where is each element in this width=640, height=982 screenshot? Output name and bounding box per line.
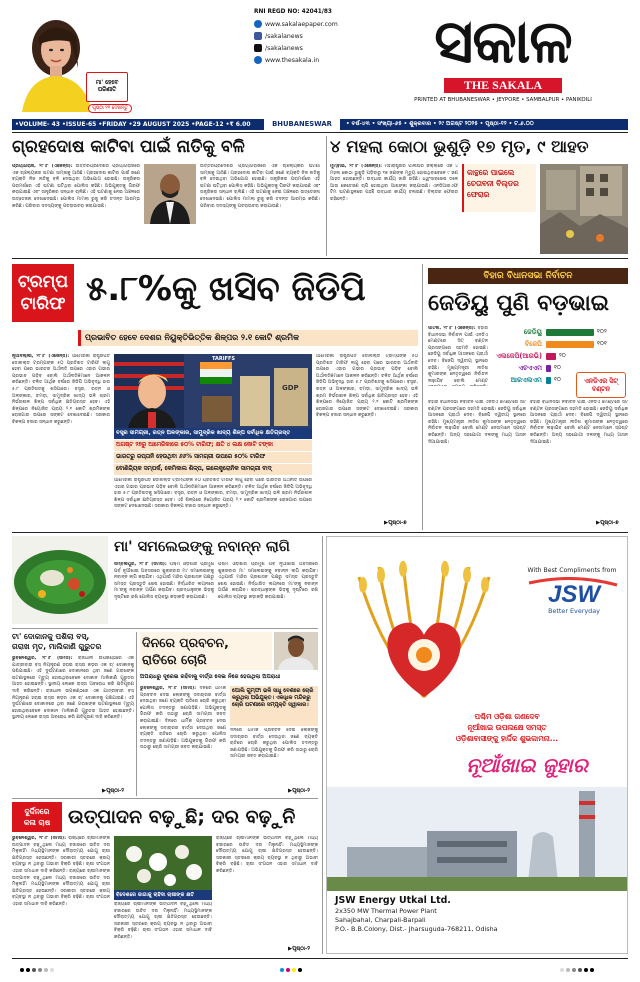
seat-chart-label: ଏନଡିଏର ସିଟ୍ ବଣ୍ଟନ [576,372,626,398]
date-bar-city: BHUBANESWAR [264,119,340,130]
body-gdp-lower: ଆମେରିକା ରାଷ୍ଟ୍ରପତି ଡୋନାଲ୍ଡ ଟ୍ରମ୍ପଙ୍କ ୫୦ ପ୍ରତିଶତ ଟାରିଫ ଲାଗୁ ହେବା ପରେ ଭାରତର ଅର୍ଥନୀତି ଉପରେ ଏହାର ଗଭୀର ପ୍ରଭାବ ପଡ଼ିବ ବୋଲି ଅର୍ଥନୀତିଜ୍ଞମାନେ ଆକଳନ କରିଛନ୍ତି। ଚଳିତ ଆର୍ଥିକ ବର୍ଷରେ ଜିଡିପି ଅଭିବୃଦ୍ଧି ହାର ୫.୮ ପ୍ରତିଶତକୁ ଖସିପାରେ। ବସ୍ତ୍ର, ରତ୍ନ ଓ ଅଳଙ୍କାର, ଚମଡ଼ା, ସାମୁଦ୍ରିକ ଖାଦ୍ୟ ଭଳି ଶ୍ରମ ନିର୍ଭରଶୀଳ ଶିଳ୍ପ ସର୍ବାଧିକ କ୍ଷତିଗ୍ରସ୍ତ ହେବ। ଏହି ଶିଳ୍ପରେ ନିୟୋଜିତ ପ୍ରାୟ ୨.୧ କୋଟି ଶ୍ରମିକଙ୍କ ରୋଜଗାର ଉପରେ ସଙ୍କଟ ଦେଖାଦେଇଛି। ସରକାର ବିକଳ୍ପ ବଜାର ସନ୍ଧାନ କରୁଛନ୍ତି। [114,478,312,510]
bihar-continued[interactable]: ▶ପୃଷ୍ଠା-୭ [596,520,619,526]
photo-utpadan-crop [114,836,212,890]
prabachan-strap: ଅପରାଧରୁ ଦୂରେଇ ରହିବାକୁ ବାର୍ତ୍ତା ଦେଇ ନିଜେ ହେଉଥିଲା ଅପରାଧୀ [140,672,318,682]
print-color-bar-mid [280,968,302,972]
seat-value: ୧୦ [554,364,561,371]
date-bar-english: •VOLUME- 43 •ISSUE-65 •FRIDAY •29 AUGUST 2025 •PAGE-12 •₹ 6.00 [15,121,251,128]
globe-icon [254,56,262,64]
gdp-side-label: ଟ୍ରମ୍ପ ଟାରିଫ [12,264,74,322]
promo-caption-box[interactable] [86,72,128,102]
headline-bihar: ଜେଡିୟୁ ପୁଣି ବଡ଼ଭାଇ [428,291,610,316]
gdp-caption-top: ବସ୍ତ୍ର ସାମଗ୍ରୀ, ରତ୍ନ ଅଳଙ୍କାର, ସାମୁଦ୍ରିକ ଖାଦ୍ୟ ଶିଳ୍ପ ସର୍ବାଧିକ କ୍ଷତିଗ୍ରସ୍ତ [114,428,312,439]
body-graha-col1: ପ୍ରୟାଗରାଜ, ୨୮।୮ (ଏଜେନ୍ସି): ଉତ୍ତରପ୍ରଦେଶର ପ୍ରୟାଗରାଜରେ ଏକ ଚାଞ୍ଚଲ୍ୟକର ଘଟଣା ସାମ୍ନାକୁ ଆସିଛି। ଗ୍ରହଦୋଷ କାଟିବା ପାଇଁ ଜଣେ ବ୍ୟକ୍ତି ନିଜ ନାତିକୁ ବଳି ଦେଇଥିବା ଅଭିଯୋଗ ହୋଇଛି। ତାନ୍ତ୍ରିକର ପରାମର୍ଶରେ ଏହି ଘଟଣା ଘଟିଥିବା ପୋଲିସ କହିଛି। ଅଭିଯୁକ୍ତକୁ ଗିରଫ କରାଯାଇଛି ଏବଂ ତାନ୍ତ୍ରିକର ସନ୍ଧାନ ଚାଲିଛି। ଏହି ଘଟଣାକୁ ନେଇ ଅଞ୍ଚଳରେ ଉତ୍ତେଜନା ଦେଖାଦେଇଛି। ପୋଲିସ ମାମଲା ରୁଜୁ କରି ତଦନ୍ତ ଆରମ୍ଭ କରିଛି। ପରିବାର ସଦସ୍ୟଙ୍କୁ ପଚରାଉଚରା କରାଯାଉଛି। [12,164,140,209]
story-bus[interactable] [12,632,134,796]
bihar-banner: ବିହାର ବିଧାନସଭା ନିର୍ବାଚନ [428,268,628,284]
story-graha[interactable] [12,136,322,256]
body-bus: ଭୁବନେଶ୍ୱର, ୨୮।୮ (ସମିସ): ରାଜଧାନୀ ଉପକଣ୍ଠରେ ଏକ ଯାତ୍ରୀବାହୀ ବସ୍ ନିୟନ୍ତ୍ରଣ ହରାଇ ରାସ୍ତା କଡ଼ର ଏକ ଚା' ଦୋକାନକୁ ପଶିଯାଇଛି। ଏହି ଦୁର୍ଘଟଣାରେ ଦୋକାନରେ ଥିବା ଜଣେ ଗରାଖଙ୍କ ଘଟଣାସ୍ଥଳରେ ମୃତ୍ୟୁ ହୋଇଥିବାବେଳେ ଦୋକାନ ମାଲିକାଣି ଗୁରୁତର ଆହତ ହୋଇଛନ୍ତି। ସ୍ଥାନୀୟ ଲୋକେ ରାସ୍ତା ଅବରୋଧ କରି କ୍ଷତିପୂରଣ ଦାବି କରିଛନ୍ତି। ରାଜଧାନୀ ଉପକଣ୍ଠରେ ଏକ ଯାତ୍ରୀବାହୀ ବସ୍ ନିୟନ୍ତ୍ରଣ ହରାଇ ରାସ୍ତା କଡ଼ର ଏକ ଚା' ଦୋକାନକୁ ପଶିଯାଇଛି। ଏହି ଦୁର୍ଘଟଣାରେ ଦୋକାନରେ ଥିବା ଜଣେ ଗରାଖଙ୍କ ଘଟଣାସ୍ଥଳରେ ମୃତ୍ୟୁ ହୋଇଥିବାବେଳେ ଦୋକାନ ମାଲିକାଣି ଗୁରୁତର ଆହତ ହୋଇଛନ୍ତି। ସ୍ଥାନୀୟ ଲୋକେ ରାସ୍ତା ଅବରୋଧ କରି କ୍ଷତିପୂରଣ ଦାବି କରିଛନ୍ତି। [12,656,134,721]
story-nabanna[interactable] [12,536,318,626]
headline-gdp: ୫.୮%କୁ ଖସିବ ଜିଡିପି [86,269,366,309]
body-gdp-left: ନୂଆଦିଲ୍ଲୀ, ୨୮।୮ (ଏଜେନ୍ସି): ଆମେରିକା ରାଷ୍ଟ୍ରପତି ଡୋନାଲ୍ଡ ଟ୍ରମ୍ପଙ୍କ ୫୦ ପ୍ରତିଶତ ଟାରିଫ ଲାଗୁ ହେବା ପରେ ଭାରତର ଅର୍ଥନୀତି ଉପରେ ଏହାର ଗଭୀର ପ୍ରଭାବ ପଡ଼ିବ ବୋଲି ଅର୍ଥନୀତିଜ୍ଞମାନେ ଆକଳନ କରିଛନ୍ତି। ଚଳିତ ଆର୍ଥିକ ବର୍ଷରେ ଜିଡିପି ଅଭିବୃଦ୍ଧି ହାର ୫.୮ ପ୍ରତିଶତକୁ ଖସିପାରେ। ବସ୍ତ୍ର, ରତ୍ନ ଓ ଅଳଙ୍କାର, ଚମଡ଼ା, ସାମୁଦ୍ରିକ ଖାଦ୍ୟ ଭଳି ଶ୍ରମ ନିର୍ଭରଶୀଳ ଶିଳ୍ପ ସର୍ବାଧିକ କ୍ଷତିଗ୍ରସ୍ତ ହେବ। ଏହି ଶିଳ୍ପରେ ନିୟୋଜିତ ପ୍ରାୟ ୨.୧ କୋଟି ଶ୍ରମିକଙ୍କ ରୋଜଗାର ଉପରେ ସଙ୍କଟ ଦେଖାଦେଇଛି। ସରକାର ବିକଳ୍ପ ବଜାର ସନ୍ଧାନ କରୁଛନ୍ତି। [12,354,110,425]
seat-value: ୨୦ [559,352,566,359]
seat-row [488,326,628,338]
date-bar-odia: • ବର୍ଷ-୪୩ • ସଂଖ୍ୟା-୬୫ • ଶୁକ୍ରବାର • ୨୯ ଅଗଷ୍ଟ ୨୦୨୫ • ପୃଷ୍ଠା-୧୨ • ଟ.୬.୦୦ [346,121,534,127]
building-rubble-illustration [540,164,628,254]
x-icon [254,44,262,52]
body-utpadan-col3: ରାଜ୍ୟରେ ଚାଷୀମାନଙ୍କ ଉତ୍ପାଦନ ବଢ଼ୁଥିଲେ ମଧ୍ୟ ବଜାରରେ ଉଚିତ ଦର ମିଳୁନାହିଁ। ମଧ୍ୟସ୍ଥିମାନଙ୍କ ଦୌରାତ୍ମ୍ୟ ଯୋଗୁ ଚାଷୀ କ୍ଷତିଗ୍ରସ୍ତ ହେଉଛନ୍ତି। ସରକାରୀ ସ୍ତରରେ କ୍ରୟ ବ୍ୟବସ୍ଥା ନ ଥିବାରୁ ଅଭାବୀ ବିକ୍ରି ବଢ଼ିଛି। ଚାଷୀ ସଂଗଠନ ଏହାର ସମାଧାନ ଦାବି କରିଛନ୍ତି। [216,836,318,874]
man-mugshot-illustration [274,632,318,670]
paddy-heart-illustration [339,557,509,707]
seat-bar [546,353,556,360]
gdp-caption-mid: ଅଗଷ୍ଟ ୨୭ରୁ ଆମେରିକାରେ ୫୦% ଟାରିଫ; କ୍ଷତି ୪ ଲକ୍ଷ କୋଟି ଟଙ୍କା [114,440,312,451]
leaf-offering-illustration [12,536,108,624]
photo-nabanna-offering [12,536,108,624]
seat-bar [546,341,594,348]
gdp-caption-row2: ଭାରତରୁ ରପ୍ତାନି ହେଉଥିବା ୬୬% ସାମଗ୍ରୀ ଉପରେ ୫୦% ଟାରିଫ [114,452,312,463]
story-kotha[interactable] [330,136,628,256]
utpadan-tag: ଦୁର୍ଦ୍ଦିନରେ କଳା ଚାଷ [12,802,62,832]
seat-party-name: ଏଚଏଏମ [518,363,542,372]
seat-bar [546,329,594,336]
promo-page-ref[interactable]: ପୃଷ୍ଠା ୧୧ ଦେଖନ୍ତୁ [88,104,132,113]
contact-x[interactable]: /sakalanews [254,42,374,54]
white-flowers-illustration [114,836,212,890]
globe-icon [254,20,262,28]
contact-facebook[interactable]: /sakalanews [254,30,374,42]
headline-nabanna: ମା' ସମଲେଇଙ୍କୁ ନବାନ୍ନ ଲାଗି [114,539,290,555]
seat-party-name: ଆରଏଲଏମ [510,375,542,384]
seat-row [488,350,628,362]
story-utpadan[interactable] [12,802,318,954]
advert-top-line: With Best Compliments from [527,567,617,574]
body-nabanna-col2: ପଶ୍ଚିମ ଓଡ଼ିଶାର ପ୍ରମୁଖ ପର୍ବ ନୂଆଁଖାଇ ଅବସରରେ ଶୁକ୍ରବାର ମା' ସମଲେଇଙ୍କୁ ନବାନ୍ନ ଲାଗି କରାଯିବ। ଏଥିପାଇଁ ମନ୍ଦିର ପ୍ରଶାସନ ପକ୍ଷରୁ ସମସ୍ତ ପ୍ରସ୍ତୁତି ଶେଷ ହୋଇଛି। ନିର୍ଦ୍ଧାରିତ ଲଗ୍ନରେ ମା'ଙ୍କୁ ନବାନ୍ନ ଅର୍ପଣ କରାଯିବ। ଶ୍ରଦ୍ଧାଳୁଙ୍କ ଭିଡ଼କୁ ଦୃଷ୍ଟିରେ ରଖି ପୋଲିସ ବ୍ୟବସ୍ଥା କଡ଼ାକଡ଼ି କରାଯାଇଛି। [218,562,318,600]
prabachan-continued[interactable]: ▶ପୃଷ୍ଠା-୨ [288,788,310,794]
trump-tariff-illustration [114,354,312,428]
bus-continued[interactable]: ▶ପୃଷ୍ଠା-୨ [102,788,124,794]
seat-value: ୧୦୧ [597,340,607,347]
date-bar [12,119,628,130]
jsw-logo [523,577,623,617]
photo-collapsed-building [540,164,628,254]
jsw-tagline: Better Everyday [548,607,600,615]
rni-number: RNI REGD NO: 42041/83 [254,9,332,15]
body-bihar-col2: ବିହାର ବିଧାନସଭା ନିର୍ବାଚନ ପାଇଁ ଏନଡିଏ ମେଣ୍ଟରେ ସିଟ୍ ବଣ୍ଟନ ପ୍ରସଙ୍ଗରେ ସହମତି ହୋଇଛି। ଜେଡିୟୁ ସର୍ବାଧିକ ଆସନରେ ପ୍ରାର୍ଥୀ ଦେବ। ବିଜେପି ଦ୍ୱିତୀୟ ସ୍ଥାନରେ ରହିଛି। ମୁଖ୍ୟମନ୍ତ୍ରୀ ନୀତିଶ କୁମାରଙ୍କ ନେତୃତ୍ୱରେ ନିର୍ବାଚନ ଲଢ଼ାଯିବ ବୋଲି ମେଣ୍ଟ ନେତାମାନେ ସ୍ପଷ୍ଟ କରିଛନ୍ତି। ଅନ୍ୟ ସହଯୋଗୀ ଦଳଙ୍କୁ ମଧ୍ୟ ଆସନ ଦିଆଯାଇଛି। [530,400,628,445]
body-nabanna-col1: ସମ୍ବଲପୁର, ୨୮।୮ (ସମିସ): ପଶ୍ଚିମ ଓଡ଼ିଶାର ପ୍ରମୁଖ ପର୍ବ ନୂଆଁଖାଇ ଅବସରରେ ଶୁକ୍ରବାର ମା' ସମଲେଇଙ୍କୁ ନବାନ୍ନ ଲାଗି କରାଯିବ। ଏଥିପାଇଁ ମନ୍ଦିର ପ୍ରଶାସନ ପକ୍ଷରୁ ସମସ୍ତ ପ୍ରସ୍ତୁତି ଶେଷ ହୋଇଛି। ନିର୍ଦ୍ଧାରିତ ଲଗ୍ନରେ ମା'ଙ୍କୁ ନବାନ୍ନ ଅର୍ପଣ କରାଯିବ। ଶ୍ରଦ୍ଧାଳୁଙ୍କ ଭିଡ଼କୁ ଦୃଷ୍ଟିରେ ରଖି ପୋଲିସ ବ୍ୟବସ୍ଥା କଡ଼ାକଡ଼ି କରାଯାଇଛି। [114,562,214,600]
contact-website-main[interactable]: www.thesakala.in [254,54,374,66]
promo-caption: ମା' ହେବେ ପରିଣୀତି [95,80,119,93]
body-graha-col2: ଉତ୍ତରପ୍ରଦେଶର ପ୍ରୟାଗରାଜରେ ଏକ ଚାଞ୍ଚଲ୍ୟକର ଘଟଣା ସାମ୍ନାକୁ ଆସିଛି। ଗ୍ରହଦୋଷ କାଟିବା ପାଇଁ ଜଣେ ବ୍ୟକ୍ତି ନିଜ ନାତିକୁ ବଳି ଦେଇଥିବା ଅଭିଯୋଗ ହୋଇଛି। ତାନ୍ତ୍ରିକର ପରାମର୍ଶରେ ଏହି ଘଟଣା ଘଟିଥିବା ପୋଲିସ କହିଛି। ଅଭିଯୁକ୍ତକୁ ଗିରଫ କରାଯାଇଛି ଏବଂ ତାନ୍ତ୍ରିକର ସନ୍ଧାନ ଚାଲିଛି। ଏହି ଘଟଣାକୁ ନେଇ ଅଞ୍ଚଳରେ ଉତ୍ତେଜନା ଦେଖାଦେଇଛି। ପୋଲିସ ମାମଲା ରୁଜୁ କରି ତଦନ୍ତ ଆରମ୍ଭ କରିଛି। ପରିବାର ସଦସ୍ୟଙ୍କୁ ପଚରାଉଚରା କରାଯାଉଛି। [200,164,320,209]
seat-party-name: ଏଲଜେପି(ଆରଭି) [496,351,542,360]
man-portrait-illustration [144,164,196,224]
headline-bus: ଟା' ଦୋକାନକୁ ପଶିଲା ବସ୍, ଗରାଖ ମୃତ, ମାଲିକାଣି ଗୁରୁତର [12,632,102,651]
jsw-advert[interactable] [326,536,628,954]
contact-block [254,6,374,66]
utpadan-photo-caption: ବିଦେଶରେ ଜାଗାକୁ ଚାହିଦା ଚାଷୀଙ୍କ କ୍ଷତି [114,890,212,900]
masthead-logo[interactable] [378,6,628,116]
logo-english-bar: THE SAKALA [444,78,562,93]
seat-value: ୧୦ [554,376,561,383]
photo-prabachan-accused [274,632,318,670]
headline-utpadan: ଉତ୍ପାଦନ ବଢ଼ୁଛି; ଦର ବଢ଼ୁନି [68,806,296,828]
prabachan-header [140,632,272,670]
seat-party-name: ବିଜେପି [524,339,542,348]
story-gdp[interactable] [12,264,418,530]
jsw-brand: JSW [547,581,600,608]
body-prabachan-col1: ଭୁବନେଶ୍ୱର, ୨୮।୮ (ସମିସ): ଦିନରେ ଧାର୍ମିକ ପ୍ରବଚନ ଦେଇ ଲୋକଙ୍କୁ ସଦାଚାରର ବାର୍ତ୍ତା ଦେଉଥିବା ଜଣେ ବ୍ୟକ୍ତି ରାତିରେ ଚୋରି କରୁଥିବା ପୋଲିସ ତଦନ୍ତରୁ ଜଣାପଡ଼ିଛି। ଅଭିଯୁକ୍ତକୁ ଗିରଫ କରି ତାଠାରୁ ଚୋରି ସାମଗ୍ରୀ ଜବତ କରାଯାଇଛି। ଦିନରେ ଧାର୍ମିକ ପ୍ରବଚନ ଦେଇ ଲୋକଙ୍କୁ ସଦାଚାରର ବାର୍ତ୍ତା ଦେଉଥିବା ଜଣେ ବ୍ୟକ୍ତି ରାତିରେ ଚୋରି କରୁଥିବା ପୋଲିସ ତଦନ୍ତରୁ ଜଣାପଡ଼ିଛି। ଅଭିଯୁକ୍ତକୁ ଗିରଫ କରି ତାଠାରୁ ଚୋରି ସାମଗ୍ରୀ ଜବତ କରାଯାଇଛି। [140,686,226,751]
advert-footer: JSW Energy Utkal Ltd. 2x350 MW Thermal Power Plant Sahajbahal, Charpali-Barpali P.O.- B.B.Colony, Dist.- Jharsuguda-768211, Odisha [335,895,498,933]
seat-bar [546,377,551,384]
body-prabachan-col2: ଦିନରେ ଧାର୍ମିକ ପ୍ରବଚନ ଦେଇ ଲୋକଙ୍କୁ ସଦାଚାରର ବାର୍ତ୍ତା ଦେଉଥିବା ଜଣେ ବ୍ୟକ୍ତି ରାତିରେ ଚୋରି କରୁଥିବା ପୋଲିସ ତଦନ୍ତରୁ ଜଣାପଡ଼ିଛି। ଅଭିଯୁକ୍ତକୁ ଗିରଫ କରି ତାଠାରୁ ଚୋରି ସାମଗ୍ରୀ ଜବତ କରାଯାଇଛି। [230,728,318,760]
utpadan-continued[interactable]: ▶ପୃଷ୍ଠା-୨ [288,946,310,952]
story-prabachan[interactable] [140,632,318,796]
svg-text:GDP: GDP [282,384,299,392]
masthead [0,0,640,118]
seat-party-name: ଜେଡିୟୁ [523,327,542,336]
story-bihar[interactable] [428,264,628,530]
photo-trump-tariff [114,354,312,428]
body-gdp-right: ଆମେରିକା ରାଷ୍ଟ୍ରପତି ଡୋନାଲ୍ଡ ଟ୍ରମ୍ପଙ୍କ ୫୦ ପ୍ରତିଶତ ଟାରିଫ ଲାଗୁ ହେବା ପରେ ଭାରତର ଅର୍ଥନୀତି ଉପରେ ଏହାର ଗଭୀର ପ୍ରଭାବ ପଡ଼ିବ ବୋଲି ଅର୍ଥନୀତିଜ୍ଞମାନେ ଆକଳନ କରିଛନ୍ତି। ଚଳିତ ଆର୍ଥିକ ବର୍ଷରେ ଜିଡିପି ଅଭିବୃଦ୍ଧି ହାର ୫.୮ ପ୍ରତିଶତକୁ ଖସିପାରେ। ବସ୍ତ୍ର, ରତ୍ନ ଓ ଅଳଙ୍କାର, ଚମଡ଼ା, ସାମୁଦ୍ରିକ ଖାଦ୍ୟ ଭଳି ଶ୍ରମ ନିର୍ଭରଶୀଳ ଶିଳ୍ପ ସର୍ବାଧିକ କ୍ଷତିଗ୍ରସ୍ତ ହେବ। ଏହି ଶିଳ୍ପରେ ନିୟୋଜିତ ପ୍ରାୟ ୨.୧ କୋଟି ଶ୍ରମିକଙ୍କ ରୋଜଗାର ଉପରେ ସଙ୍କଟ ଦେଖାଦେଇଛି। ସରକାର ବିକଳ୍ପ ବଜାର ସନ୍ଧାନ କରୁଛନ୍ତି। [316,354,418,419]
seat-row [488,338,628,350]
body-bihar-col1: ବିହାର ବିଧାନସଭା ନିର୍ବାଚନ ପାଇଁ ଏନଡିଏ ମେଣ୍ଟରେ ସିଟ୍ ବଣ୍ଟନ ପ୍ରସଙ୍ଗରେ ସହମତି ହୋଇଛି। ଜେଡିୟୁ ସର୍ବାଧିକ ଆସନରେ ପ୍ରାର୍ଥୀ ଦେବ। ବିଜେପି ଦ୍ୱିତୀୟ ସ୍ଥାନରେ ରହିଛି। ମୁଖ୍ୟମନ୍ତ୍ରୀ ନୀତିଶ କୁମାରଙ୍କ ନେତୃତ୍ୱରେ ନିର୍ବାଚନ ଲଢ଼ାଯିବ ବୋଲି ମେଣ୍ଟ ନେତାମାନେ ସ୍ପଷ୍ଟ କରିଛନ୍ତି। ଅନ୍ୟ ସହଯୋଗୀ ଦଳଙ୍କୁ ମଧ୍ୟ ଆସନ ଦିଆଯାଇଛି। [428,400,526,445]
photo-power-plant [327,787,628,891]
kotha-inset-caption: କାନ୍ଥରେ ପାଇଲେ ଚେତାବନୀ ବିଲ୍ଡର ଫେରାର [462,164,536,212]
thermal-plant-illustration [327,787,628,891]
nuakhai-graphic [339,557,509,707]
body-utpadan-col2: ରାଜ୍ୟରେ ଚାଷୀମାନଙ୍କ ଉତ୍ପାଦନ ବଢ଼ୁଥିଲେ ମଧ୍ୟ ବଜାରରେ ଉଚିତ ଦର ମିଳୁନାହିଁ। ମଧ୍ୟସ୍ଥିମାନଙ୍କ ଦୌରାତ୍ମ୍ୟ ଯୋଗୁ ଚାଷୀ କ୍ଷତିଗ୍ରସ୍ତ ହେଉଛନ୍ତି। ସରକାରୀ ସ୍ତରରେ କ୍ରୟ ବ୍ୟବସ୍ଥା ନ ଥିବାରୁ ଅଭାବୀ ବିକ୍ରି ବଢ଼ିଛି। ଚାଷୀ ସଂଗଠନ ଏହାର ସମାଧାନ ଦାବି କରିଛନ୍ତି। [114,902,212,940]
facebook-icon [254,32,262,40]
advert-festival-title: ନୂଆଁଖାଇ ଜୁହାର [466,753,588,777]
body-kotha: ମୁମ୍ବାଇ, ୨୮।୮ (ଏଜେନ୍ସି): ମହାରାଷ୍ଟ୍ରର ପାଲଘର ଜିଲ୍ଲାରେ ଏକ ୪ ମହଲା କୋଠା ଭୁଶୁଡ଼ି ପଡ଼ିବାରୁ ୧୭ ଜଣଙ୍କ ମୃତ୍ୟୁ ହୋଇଥିବାବେଳେ ୯ ଜଣ ଆହତ ହୋଇଛନ୍ତି। ଉଦ୍ଧାର କାର୍ଯ୍ୟ ଜାରି ରହିଛି। ଧ୍ୱଂସାବଶେଷ ତଳେ ଆଉ କେତେଜଣ ଚାପି ହୋଇଥିବା ଆଶଙ୍କା କରାଯାଉଛି। ଏନଡିଆରଏଫ ଟିମ ଘଟଣାସ୍ଥଳରେ ପହଞ୍ଚି ଉଦ୍ଧାର କାର୍ଯ୍ୟ ଚଳାଇଛି। ବିଲ୍ଡର ଫେରାର ରହିଛନ୍ତି। [330,164,458,202]
body-utpadan-col1: ଭୁବନେଶ୍ୱର, ୨୮।୮ (ସମିସ): ରାଜ୍ୟରେ ଚାଷୀମାନଙ୍କ ଉତ୍ପାଦନ ବଢ଼ୁଥିଲେ ମଧ୍ୟ ବଜାରରେ ଉଚିତ ଦର ମିଳୁନାହିଁ। ମଧ୍ୟସ୍ଥିମାନଙ୍କ ଦୌରାତ୍ମ୍ୟ ଯୋଗୁ ଚାଷୀ କ୍ଷତିଗ୍ରସ୍ତ ହେଉଛନ୍ତି। ସରକାରୀ ସ୍ତରରେ କ୍ରୟ ବ୍ୟବସ୍ଥା ନ ଥିବାରୁ ଅଭାବୀ ବିକ୍ରି ବଢ଼ିଛି। ଚାଷୀ ସଂଗଠନ ଏହାର ସମାଧାନ ଦାବି କରିଛନ୍ତି। ରାଜ୍ୟରେ ଚାଷୀମାନଙ୍କ ଉତ୍ପାଦନ ବଢ଼ୁଥିଲେ ମଧ୍ୟ ବଜାରରେ ଉଚିତ ଦର ମିଳୁନାହିଁ। ମଧ୍ୟସ୍ଥିମାନଙ୍କ ଦୌରାତ୍ମ୍ୟ ଯୋଗୁ ଚାଷୀ କ୍ଷତିଗ୍ରସ୍ତ ହେଉଛନ୍ତି। ସରକାରୀ ସ୍ତରରେ କ୍ରୟ ବ୍ୟବସ୍ଥା ନ ଥିବାରୁ ଅଭାବୀ ବିକ୍ରି ବଢ଼ିଛି। ଚାଷୀ ସଂଗଠନ ଏହାର ସମାଧାନ ଦାବି କରିଛନ୍ତି। [12,836,110,907]
gdp-subhead: ପ୍ରଭାବିତ ହେବେ ଦେଶର ନିୟୁକ୍ତିଭିତ୍ତିକ ଶିଳ୍ପର ୨.୧ କୋଟି ଶ୍ରମିକ [78,330,418,346]
seat-bar [546,365,551,372]
seat-value: ୧୦୨ [597,328,607,335]
headline-graha: ଗ୍ରହଦୋଷ କାଟିବା ପାଇଁ ନାତିକୁ ବଳି [12,137,245,157]
contact-website-epaper[interactable]: www.sakalaepaper.com [254,18,374,30]
headline-kotha: ୪ ମହଲା କୋଠା ଭୁଶୁଡ଼ି ୧୭ ମୃତ, ୯ ଆହତ [330,137,589,156]
print-color-bar-left [20,968,54,972]
gdp-caption-row3: ବୋଣିଜ୍ୟିକ ସମ୍ପର୍କ, କେମିକାଲ ଶିଳ୍ପ, ଇଲେକ୍ଟ୍ରୋନିକ ସାମଗ୍ରୀ ବାଦ୍ [114,464,312,475]
printed-at: PRINTED AT BHUBANESWAR • JEYPORE • SAMBALPUR • PANIKOILI [414,97,592,103]
print-color-bar-right [560,968,594,972]
body-bihar-top: ପାଟନା, ୨୮।୮ (ଏଜେନ୍ସି): ବିହାର ବିଧାନସଭା ନିର୍ବାଚନ ପାଇଁ ଏନଡିଏ ମେଣ୍ଟରେ ସିଟ୍ ବଣ୍ଟନ ପ୍ରସଙ୍ଗରେ ସହମତି ହୋଇଛି। ଜେଡିୟୁ ସର୍ବାଧିକ ଆସନରେ ପ୍ରାର୍ଥୀ ଦେବ। ବିଜେପି ଦ୍ୱିତୀୟ ସ୍ଥାନରେ ରହିଛି। ମୁଖ୍ୟମନ୍ତ୍ରୀ ନୀତିଶ କୁମାରଙ୍କ ନେତୃତ୍ୱରେ ନିର୍ବାଚନ ଲଢ଼ାଯିବ ବୋଲି ମେଣ୍ଟ [428,326,488,384]
photo-accused-man [144,164,196,224]
advert-greeting: ପଶ୍ଚିମ ଓଡ଼ିଶା ଗଣଦେବ ନୂଆଁଖାଇ ଉପଲକ୍ଷେ ସମସ୍ତ ଓଡ଼ିଶାବାସୀଙ୍କୁ ହାର୍ଦ୍ଦିକ ଶୁଭକାମନା... [455,712,559,743]
logo-odia: ସକାଳ [434,7,572,77]
headline-prabachan: ଦିନରେ ପ୍ରବଚନ, ରାତିରେ ଚୋରି [142,635,229,667]
gdp-continued[interactable]: ▶ପୃଷ୍ଠା-୭ [384,520,407,526]
svg-text:TARIFFS: TARIFFS [212,356,236,362]
prabachan-highlights: ପୋଲି ଗୁମ୍ଫା ଭଳି ସାଧୁ ବେଶରେ ଚୋରି କରୁଥିଲା ଅଭିଯୁକ୍ତ। ଏକାଧିକ ମନ୍ଦିରରୁ ଚୋରି ଘଟଣାରେ ସମ୍ପୃକ୍ତି ସ୍ୱୀକାର। [230,686,318,726]
